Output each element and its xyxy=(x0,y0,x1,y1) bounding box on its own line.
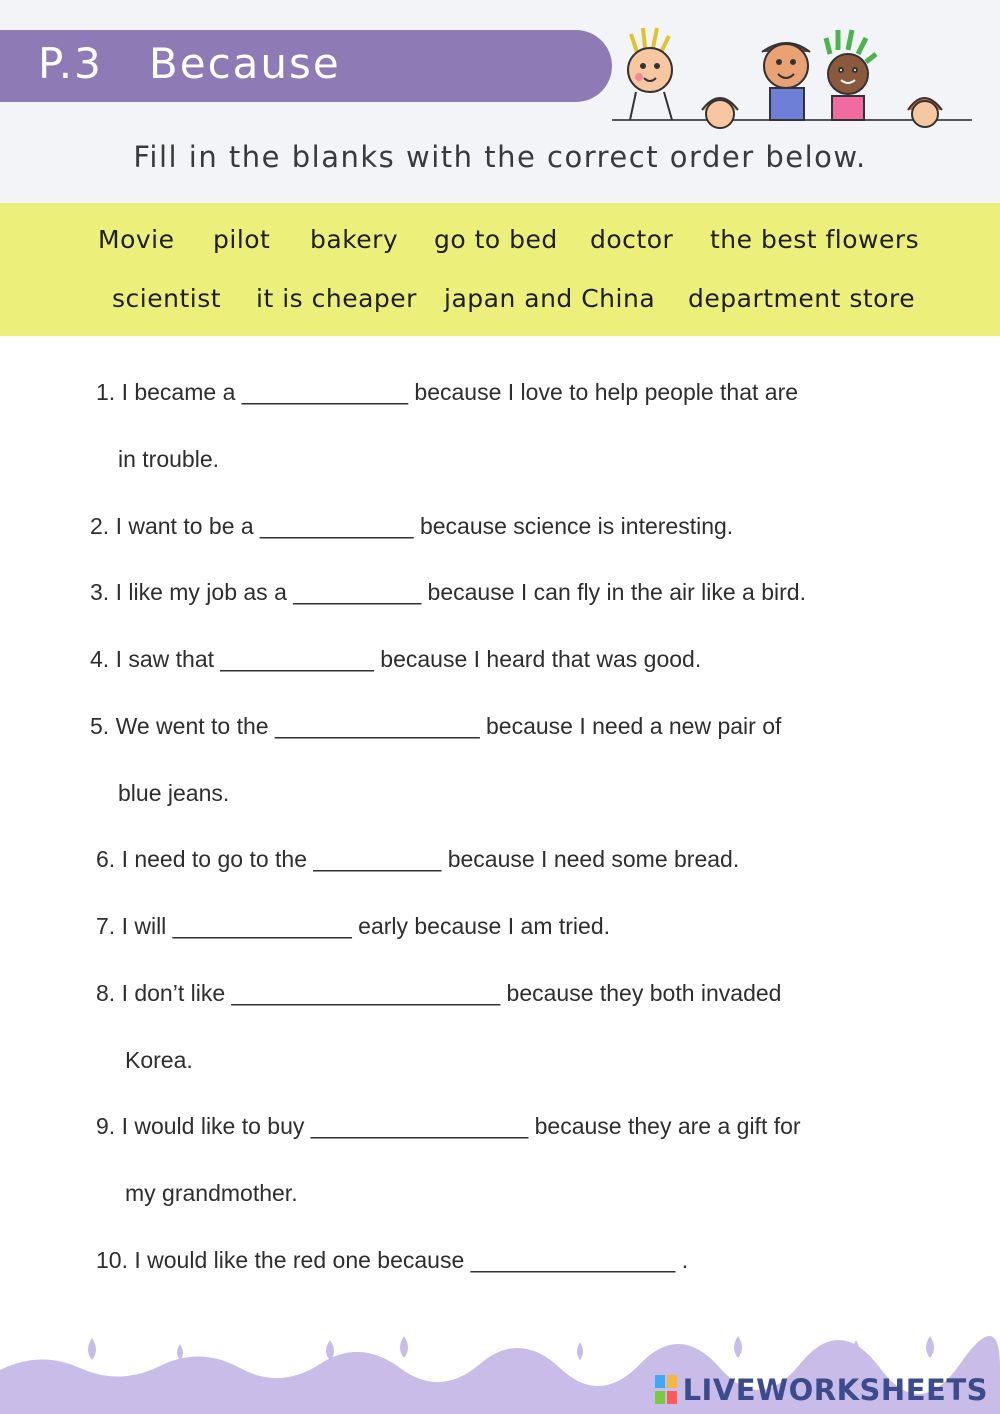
children-illustration xyxy=(612,22,992,132)
brand-name: LIVEWORKSHEETS xyxy=(682,1373,988,1407)
question-line: my grandmother. xyxy=(125,1180,298,1206)
question-line: 9. I would like to buy _________________ because they are a gift for xyxy=(96,1113,801,1139)
word-bank-item: go to bed xyxy=(434,225,558,254)
question-line: 6. I need to go to the __________ because I need some bread. xyxy=(96,846,740,872)
question-line: 8. I don’t like _____________________ because they both invaded xyxy=(96,980,782,1006)
question-line: blue jeans. xyxy=(118,780,230,806)
liveworksheets-logo-icon xyxy=(655,1375,677,1405)
word-bank-item: bakery xyxy=(310,225,399,254)
word-bank-item: it is cheaper xyxy=(256,284,417,313)
word-bank xyxy=(0,203,1000,336)
word-bank-item: Movie xyxy=(98,225,175,254)
word-bank-item: pilot xyxy=(213,225,271,254)
title-bar xyxy=(0,30,612,102)
word-bank-item: doctor xyxy=(590,225,674,254)
word-bank-item: japan and China xyxy=(444,284,656,313)
instruction-text: Fill in the blanks with the correct order below. xyxy=(133,140,867,174)
question-line: 3. I like my job as a __________ because I can fly in the air like a bird. xyxy=(90,579,806,605)
question-line: 4. I saw that ____________ because I heard that was good. xyxy=(90,646,702,672)
question-line: 2. I want to be a ____________ because science is interesting. xyxy=(90,513,734,539)
question-line: 5. We went to the ________________ because I need a new pair of xyxy=(90,713,782,739)
word-bank-item: department store xyxy=(688,284,916,313)
word-bank-item: the best flowers xyxy=(710,225,920,254)
word-bank-item: scientist xyxy=(112,284,222,313)
question-line: in trouble. xyxy=(118,446,220,472)
brand-logo[interactable] xyxy=(655,1372,988,1408)
question-line: 1. I became a _____________ because I love to help people that are xyxy=(96,379,799,405)
question-line: 10. I would like the red one because ________________ . xyxy=(96,1247,689,1273)
question-line: 7. I will ______________ early because I am tried. xyxy=(96,913,610,939)
page-title: P.3 Because xyxy=(38,39,341,88)
question-line: Korea. xyxy=(125,1047,193,1073)
